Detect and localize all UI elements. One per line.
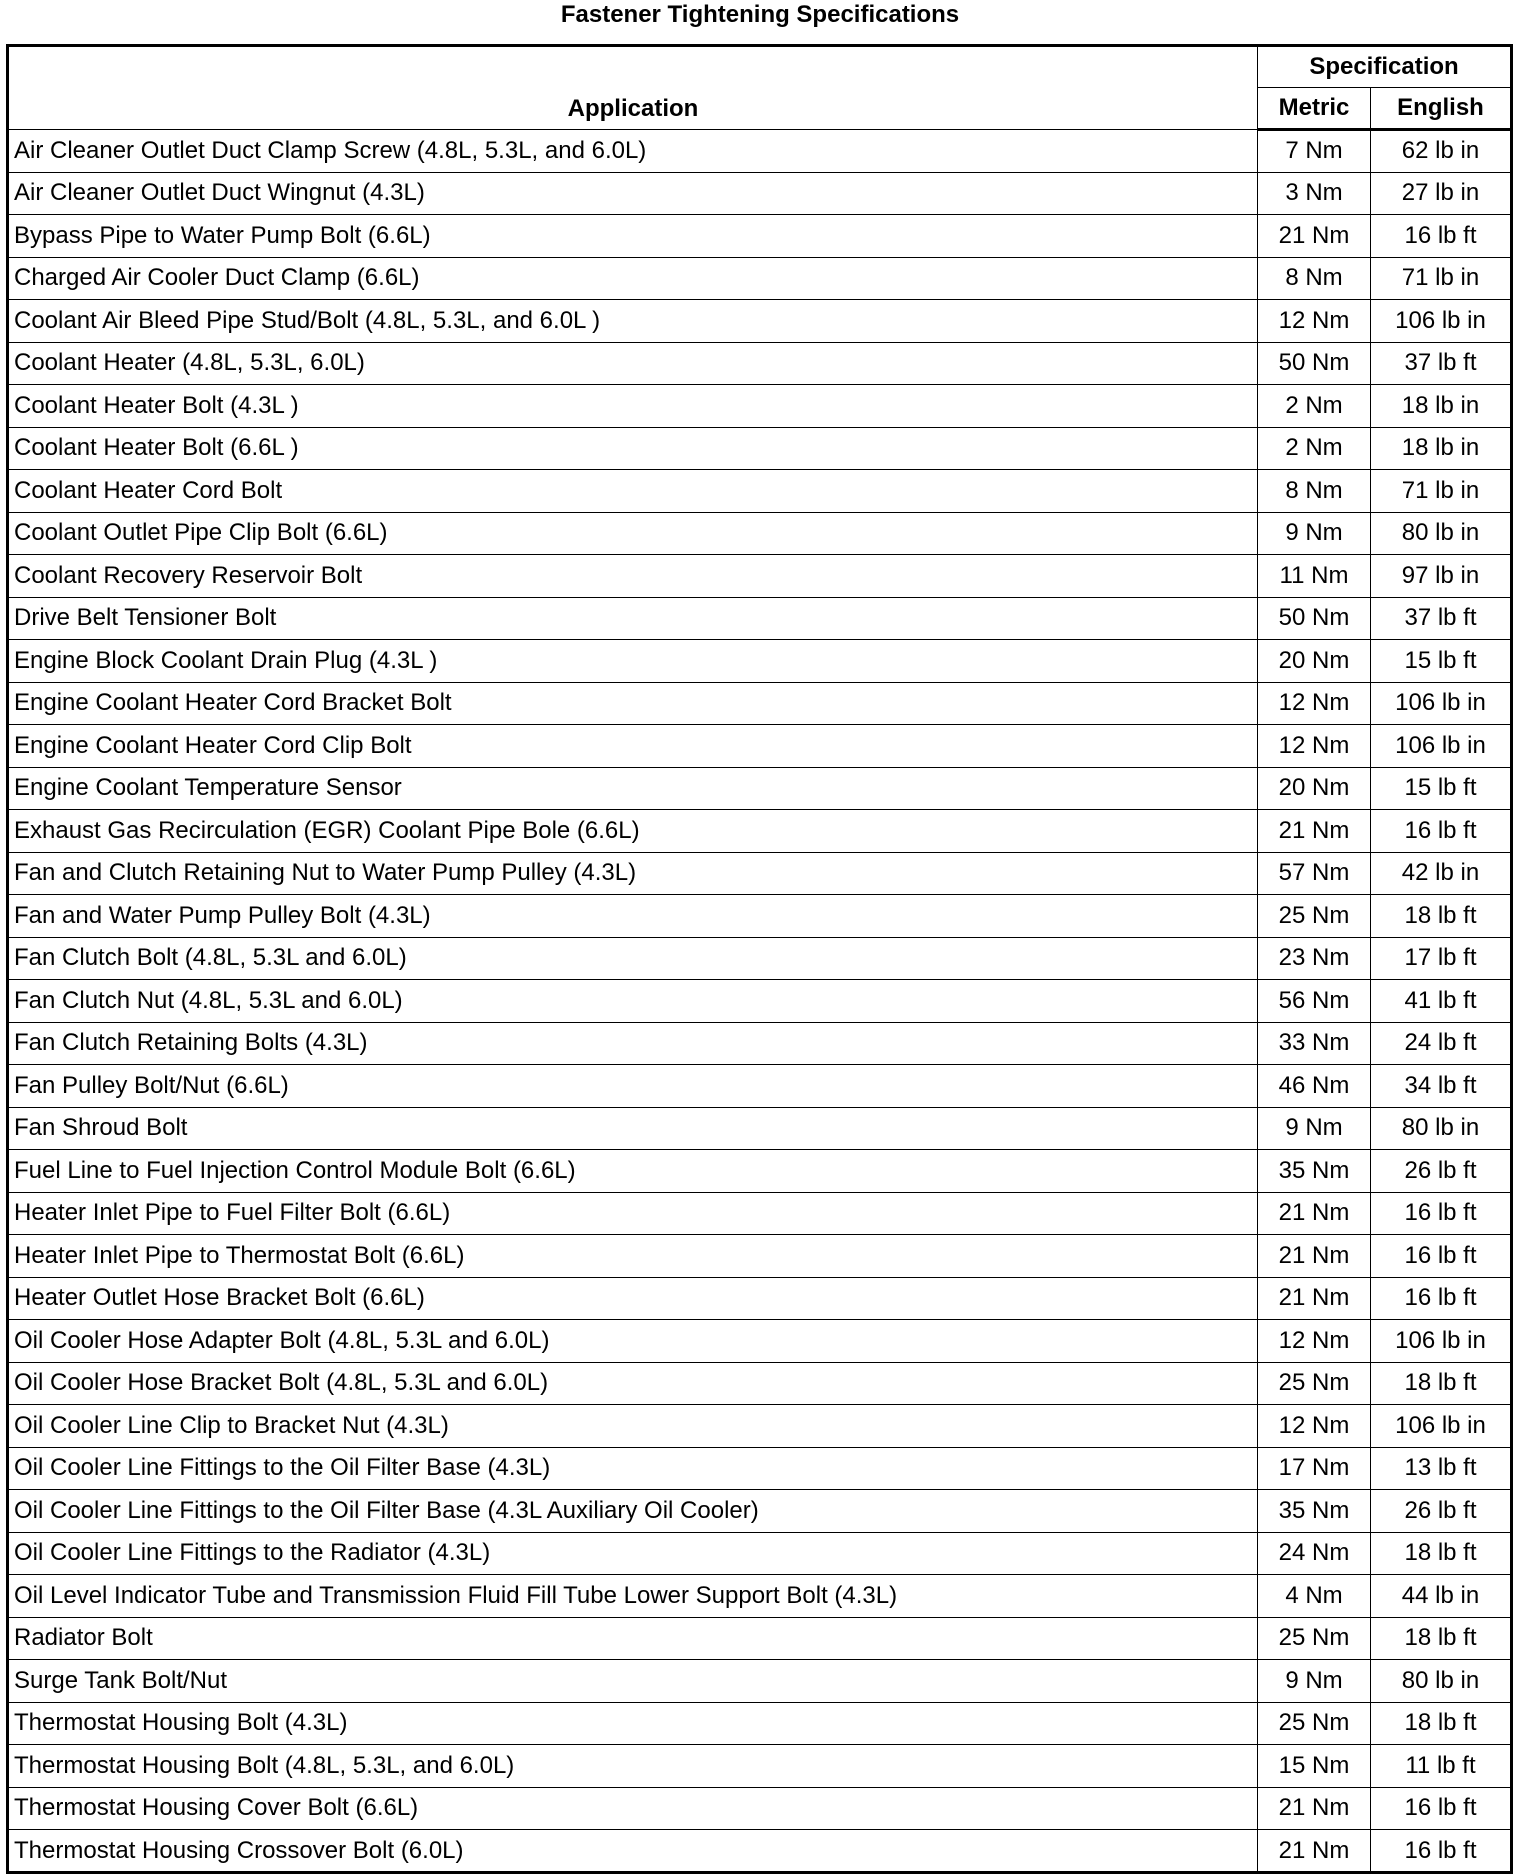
english-cell: 106 lb in: [1371, 1405, 1512, 1448]
metric-cell: 12 Nm: [1258, 1320, 1371, 1363]
application-header: Application: [8, 46, 1258, 130]
metric-cell: 11 Nm: [1258, 555, 1371, 598]
metric-cell: 35 Nm: [1258, 1150, 1371, 1193]
table-row: [8, 1277, 1512, 1320]
english-cell: 34 lb ft: [1371, 1065, 1512, 1108]
english-cell: 42 lb in: [1371, 852, 1512, 895]
english-cell: 15 lb ft: [1371, 640, 1512, 683]
english-cell: 13 lb ft: [1371, 1447, 1512, 1490]
metric-cell: 56 Nm: [1258, 980, 1371, 1023]
table-row: [8, 257, 1512, 300]
table-row: [8, 1022, 1512, 1065]
table-row: [8, 1320, 1512, 1363]
table-row: [8, 810, 1512, 853]
table-row: [8, 1575, 1512, 1618]
english-cell: 71 lb in: [1371, 470, 1512, 513]
table-row: [8, 1702, 1512, 1745]
metric-header: Metric: [1258, 88, 1371, 130]
application-cell: Charged Air Cooler Duct Clamp (6.6L): [8, 257, 1258, 300]
english-cell: 18 lb ft: [1371, 895, 1512, 938]
metric-cell: 35 Nm: [1258, 1490, 1371, 1533]
english-cell: 106 lb in: [1371, 300, 1512, 343]
application-cell: Fan and Water Pump Pulley Bolt (4.3L): [8, 895, 1258, 938]
application-cell: Drive Belt Tensioner Bolt: [8, 597, 1258, 640]
application-cell: Thermostat Housing Bolt (4.3L): [8, 1702, 1258, 1745]
table-row: [8, 555, 1512, 598]
metric-cell: 2 Nm: [1258, 385, 1371, 428]
metric-cell: 46 Nm: [1258, 1065, 1371, 1108]
metric-cell: 21 Nm: [1258, 1235, 1371, 1278]
table-row: [8, 300, 1512, 343]
metric-cell: 8 Nm: [1258, 257, 1371, 300]
english-cell: 11 lb ft: [1371, 1745, 1512, 1788]
table-row: [8, 385, 1512, 428]
metric-cell: 21 Nm: [1258, 1277, 1371, 1320]
table-row: [8, 1192, 1512, 1235]
metric-cell: 3 Nm: [1258, 172, 1371, 215]
table-row: [8, 215, 1512, 258]
english-cell: 106 lb in: [1371, 725, 1512, 768]
english-header: English: [1371, 88, 1512, 130]
table-row: [8, 1532, 1512, 1575]
metric-cell: 17 Nm: [1258, 1447, 1371, 1490]
english-cell: 18 lb ft: [1371, 1617, 1512, 1660]
metric-cell: 50 Nm: [1258, 342, 1371, 385]
english-cell: 97 lb in: [1371, 555, 1512, 598]
application-cell: Fan Clutch Bolt (4.8L, 5.3L and 6.0L): [8, 937, 1258, 980]
application-cell: Oil Cooler Line Clip to Bracket Nut (4.3L): [8, 1405, 1258, 1448]
metric-cell: 12 Nm: [1258, 300, 1371, 343]
table-row: [8, 725, 1512, 768]
application-cell: Coolant Heater Bolt (6.6L ): [8, 427, 1258, 470]
application-cell: Radiator Bolt: [8, 1617, 1258, 1660]
english-cell: 80 lb in: [1371, 1660, 1512, 1703]
english-cell: 16 lb ft: [1371, 1787, 1512, 1830]
english-cell: 18 lb in: [1371, 427, 1512, 470]
spec-table-body: [8, 130, 1512, 1873]
english-cell: 18 lb in: [1371, 385, 1512, 428]
table-row: [8, 512, 1512, 555]
english-cell: 71 lb in: [1371, 257, 1512, 300]
application-cell: Engine Coolant Temperature Sensor: [8, 767, 1258, 810]
specification-header: Specification: [1258, 46, 1512, 88]
table-row: [8, 130, 1512, 173]
table-row: [8, 682, 1512, 725]
metric-cell: 12 Nm: [1258, 1405, 1371, 1448]
metric-cell: 24 Nm: [1258, 1532, 1371, 1575]
table-row: [8, 427, 1512, 470]
table-row: [8, 470, 1512, 513]
table-row: [8, 1235, 1512, 1278]
table-row: [8, 895, 1512, 938]
application-cell: Fuel Line to Fuel Injection Control Module Bolt (6.6L): [8, 1150, 1258, 1193]
metric-cell: 21 Nm: [1258, 1787, 1371, 1830]
application-cell: Fan Clutch Retaining Bolts (4.3L): [8, 1022, 1258, 1065]
application-cell: Coolant Air Bleed Pipe Stud/Bolt (4.8L, 5.3L, and 6.0L ): [8, 300, 1258, 343]
metric-cell: 20 Nm: [1258, 640, 1371, 683]
table-row: [8, 1830, 1512, 1873]
table-row: [8, 172, 1512, 215]
application-cell: Oil Cooler Hose Adapter Bolt (4.8L, 5.3L and 6.0L): [8, 1320, 1258, 1363]
english-cell: 27 lb in: [1371, 172, 1512, 215]
english-cell: 37 lb ft: [1371, 342, 1512, 385]
metric-cell: 21 Nm: [1258, 1192, 1371, 1235]
metric-cell: 20 Nm: [1258, 767, 1371, 810]
application-cell: Oil Cooler Line Fittings to the Radiator (4.3L): [8, 1532, 1258, 1575]
english-cell: 17 lb ft: [1371, 937, 1512, 980]
application-cell: Coolant Heater Cord Bolt: [8, 470, 1258, 513]
english-cell: 16 lb ft: [1371, 810, 1512, 853]
metric-cell: 57 Nm: [1258, 852, 1371, 895]
metric-cell: 8 Nm: [1258, 470, 1371, 513]
english-cell: 18 lb ft: [1371, 1532, 1512, 1575]
application-cell: Engine Coolant Heater Cord Clip Bolt: [8, 725, 1258, 768]
table-row: [8, 1490, 1512, 1533]
metric-cell: 25 Nm: [1258, 1362, 1371, 1405]
table-row: [8, 1745, 1512, 1788]
page-title: Fastener Tightening Specifications: [560, 1, 960, 28]
table-row: [8, 342, 1512, 385]
application-cell: Air Cleaner Outlet Duct Clamp Screw (4.8L, 5.3L, and 6.0L): [8, 130, 1258, 173]
application-cell: Bypass Pipe to Water Pump Bolt (6.6L): [8, 215, 1258, 258]
application-cell: Coolant Recovery Reservoir Bolt: [8, 555, 1258, 598]
english-cell: 41 lb ft: [1371, 980, 1512, 1023]
metric-cell: 9 Nm: [1258, 1107, 1371, 1150]
table-row: [8, 1787, 1512, 1830]
english-cell: 16 lb ft: [1371, 1277, 1512, 1320]
english-cell: 106 lb in: [1371, 1320, 1512, 1363]
table-row: [8, 1447, 1512, 1490]
table-row: [8, 1660, 1512, 1703]
table-row: [8, 852, 1512, 895]
application-cell: Heater Inlet Pipe to Fuel Filter Bolt (6.6L): [8, 1192, 1258, 1235]
application-cell: Fan Shroud Bolt: [8, 1107, 1258, 1150]
table-row: [8, 1150, 1512, 1193]
table-row: [8, 597, 1512, 640]
application-cell: Engine Coolant Heater Cord Bracket Bolt: [8, 682, 1258, 725]
application-cell: Coolant Heater Bolt (4.3L ): [8, 385, 1258, 428]
metric-cell: 21 Nm: [1258, 810, 1371, 853]
english-cell: 106 lb in: [1371, 682, 1512, 725]
table-row: [8, 1107, 1512, 1150]
english-cell: 80 lb in: [1371, 512, 1512, 555]
application-cell: Heater Inlet Pipe to Thermostat Bolt (6.6L): [8, 1235, 1258, 1278]
application-cell: Thermostat Housing Bolt (4.8L, 5.3L, and 6.0L): [8, 1745, 1258, 1788]
application-cell: Thermostat Housing Cover Bolt (6.6L): [8, 1787, 1258, 1830]
english-cell: 80 lb in: [1371, 1107, 1512, 1150]
table-row: [8, 980, 1512, 1023]
english-cell: 26 lb ft: [1371, 1490, 1512, 1533]
application-cell: Air Cleaner Outlet Duct Wingnut (4.3L): [8, 172, 1258, 215]
metric-cell: 4 Nm: [1258, 1575, 1371, 1618]
application-cell: Thermostat Housing Crossover Bolt (6.0L): [8, 1830, 1258, 1873]
table-row: [8, 1065, 1512, 1108]
fastener-spec-table: [6, 44, 1513, 1874]
table-row: [8, 1362, 1512, 1405]
application-cell: Oil Level Indicator Tube and Transmission Fluid Fill Tube Lower Support Bolt (4.3L): [8, 1575, 1258, 1618]
application-cell: Oil Cooler Line Fittings to the Oil Filter Base (4.3L): [8, 1447, 1258, 1490]
header-row-top: [8, 46, 1512, 88]
english-cell: 15 lb ft: [1371, 767, 1512, 810]
english-cell: 24 lb ft: [1371, 1022, 1512, 1065]
application-cell: Exhaust Gas Recirculation (EGR) Coolant Pipe Bole (6.6L): [8, 810, 1258, 853]
english-cell: 62 lb in: [1371, 130, 1512, 173]
metric-cell: 23 Nm: [1258, 937, 1371, 980]
application-cell: Fan and Clutch Retaining Nut to Water Pump Pulley (4.3L): [8, 852, 1258, 895]
application-cell: Heater Outlet Hose Bracket Bolt (6.6L): [8, 1277, 1258, 1320]
application-cell: Coolant Heater (4.8L, 5.3L, 6.0L): [8, 342, 1258, 385]
application-cell: Coolant Outlet Pipe Clip Bolt (6.6L): [8, 512, 1258, 555]
english-cell: 16 lb ft: [1371, 1192, 1512, 1235]
english-cell: 16 lb ft: [1371, 215, 1512, 258]
metric-cell: 12 Nm: [1258, 725, 1371, 768]
metric-cell: 21 Nm: [1258, 215, 1371, 258]
metric-cell: 2 Nm: [1258, 427, 1371, 470]
metric-cell: 21 Nm: [1258, 1830, 1371, 1873]
application-cell: Fan Clutch Nut (4.8L, 5.3L and 6.0L): [8, 980, 1258, 1023]
table-row: [8, 1405, 1512, 1448]
table-row: [8, 640, 1512, 683]
table-row: [8, 767, 1512, 810]
application-cell: Oil Cooler Line Fittings to the Oil Filter Base (4.3L Auxiliary Oil Cooler): [8, 1490, 1258, 1533]
application-cell: Oil Cooler Hose Bracket Bolt (4.8L, 5.3L and 6.0L): [8, 1362, 1258, 1405]
english-cell: 18 lb ft: [1371, 1362, 1512, 1405]
metric-cell: 33 Nm: [1258, 1022, 1371, 1065]
table-row: [8, 1617, 1512, 1660]
metric-cell: 25 Nm: [1258, 1702, 1371, 1745]
metric-cell: 15 Nm: [1258, 1745, 1371, 1788]
metric-cell: 25 Nm: [1258, 1617, 1371, 1660]
metric-cell: 9 Nm: [1258, 1660, 1371, 1703]
metric-cell: 9 Nm: [1258, 512, 1371, 555]
metric-cell: 25 Nm: [1258, 895, 1371, 938]
english-cell: 26 lb ft: [1371, 1150, 1512, 1193]
table-row: [8, 937, 1512, 980]
application-cell: Fan Pulley Bolt/Nut (6.6L): [8, 1065, 1258, 1108]
english-cell: 37 lb ft: [1371, 597, 1512, 640]
english-cell: 18 lb ft: [1371, 1702, 1512, 1745]
english-cell: 16 lb ft: [1371, 1235, 1512, 1278]
metric-cell: 12 Nm: [1258, 682, 1371, 725]
metric-cell: 7 Nm: [1258, 130, 1371, 173]
metric-cell: 50 Nm: [1258, 597, 1371, 640]
application-cell: Surge Tank Bolt/Nut: [8, 1660, 1258, 1703]
english-cell: 44 lb in: [1371, 1575, 1512, 1618]
english-cell: 16 lb ft: [1371, 1830, 1512, 1873]
application-cell: Engine Block Coolant Drain Plug (4.3L ): [8, 640, 1258, 683]
